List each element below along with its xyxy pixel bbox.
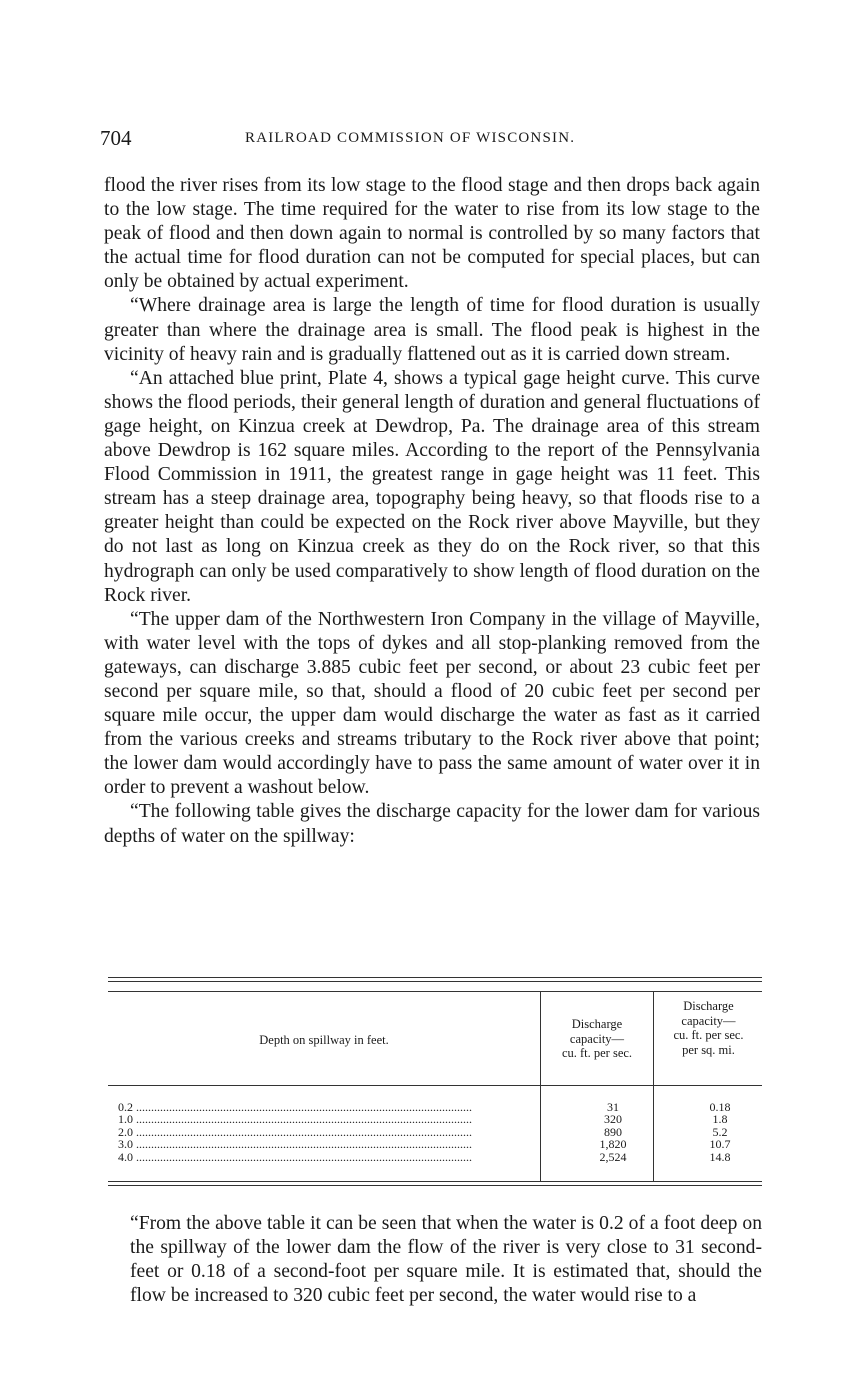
running-head: RAILROAD COMMISSION OF WISCONSIN. [245,130,576,146]
cfs-cell: 2,524 [599,1149,627,1164]
table-row [118,1101,758,1113]
after-table-text [130,1212,762,1308]
depth-cell: 0.2 ................................................................................................................ [118,1101,472,1114]
page-number: 704 [100,126,132,150]
cfs-sqmi-cell: 10.7 [709,1137,731,1152]
cfs-sqmi-cell: 5.2 [712,1124,728,1139]
table-row [118,1113,758,1125]
cfs-cell: 1,820 [599,1137,627,1152]
cfs-cell: 890 [604,1124,622,1139]
table-rule [108,1185,762,1186]
header-cfs: Discharge capacity— cu. ft. per sec. [561,1017,633,1060]
paragraph: “An attached blue print, Plate 4, shows a typical gage height curve. This curve shows the flood periods, their general length of duration and general fluctuations of gage height, on Kinzua creek at Dewdrop, Pa. The drainage area of this stream above Dewdrop is 162 square miles. According to the report of the Pennsylvania Flood Commission in 1911, the greatest range in gage height was 11 feet. This stream has a steep drainage area, topography being heavy, so that floods rise to a greater height than could be expected on the Rock river above Mayville, but they do not last as long on Kinzua creek as they do on the Rock river, so that this hydrograph can only be used comparatively to show length of flood duration on the Rock river. [104,367,760,606]
table-rule [108,1181,762,1182]
depth-cell: 2.0 ................................................................................................................ [118,1125,472,1139]
header-cfs-sqmi: Discharge capacity— cu. ft. per sec. per sq. mi. [673,999,744,1057]
table-rule [108,977,762,978]
paragraph: “From the above table it can be seen that when the water is 0.2 of a foot deep on the spillway of the lower dam the flow of the river is very close to 31 second-feet or 0.18 of a second-foot per square mile. It is estimated that, should the flow be increased to 320 cubic feet per second, the water would rise to a [130,1213,762,1307]
body-text [104,174,760,849]
depth-cell: 4.0 ................................................................................................................ [118,1150,472,1163]
page-header [100,126,760,156]
header-depth: Depth on spillway in feet. [259,1033,389,1047]
table-rule [108,1085,762,1086]
depth-cell: 3.0 ................................................................................................................ [118,1138,472,1151]
table-rows [118,1101,758,1163]
cfs-cell: 31 [607,1100,619,1114]
table-rule [108,981,762,982]
table-row [118,1138,758,1150]
cfs-sqmi-cell: 0.18 [709,1100,731,1114]
paragraph: “The upper dam of the Northwestern Iron Company in the village of Mayville, with water level with the tops of dykes and all stop-planking removed from the gateways, can discharge 3.885 cubic feet per second, or about 23 cubic feet per second per square mile, so that, should a flood of 20 cubic feet per second per square mile occur, the upper dam would discharge the water as fast as it carried from the various creeks and streams tributary to the Rock river above that point; the lower dam would accordingly have to pass the same amount of water over it in order to prevent a washout below. [104,608,760,799]
cfs-cell: 320 [604,1112,622,1127]
cfs-sqmi-cell: 1.8 [712,1112,728,1127]
table-row [118,1151,758,1163]
paragraph: “Where drainage area is large the length of time for flood duration is usually greater than where the drainage area is small. The flood peak is highest in the vicinity of heavy rain and is gradually flattened out as it is carried down stream. [104,295,760,365]
paragraph: flood the river rises from its low stage to the flood stage and then drops back again to the low stage. The time required for the water to rise from its low stage to the peak of flood and then down again to normal is controlled by so many factors that the actual time for flood duration can not be computed for special places, but can only be obtained by actual experiment. [104,175,760,293]
discharge-table [108,977,762,1199]
paragraph: “The following table gives the discharge capacity for the lower dam for various depths of water on the spillway: [104,801,760,847]
table-rule [108,991,762,992]
depth-cell: 1.0 ................................................................................................................ [118,1113,472,1126]
table-row [118,1126,758,1138]
cfs-sqmi-cell: 14.8 [709,1149,731,1164]
